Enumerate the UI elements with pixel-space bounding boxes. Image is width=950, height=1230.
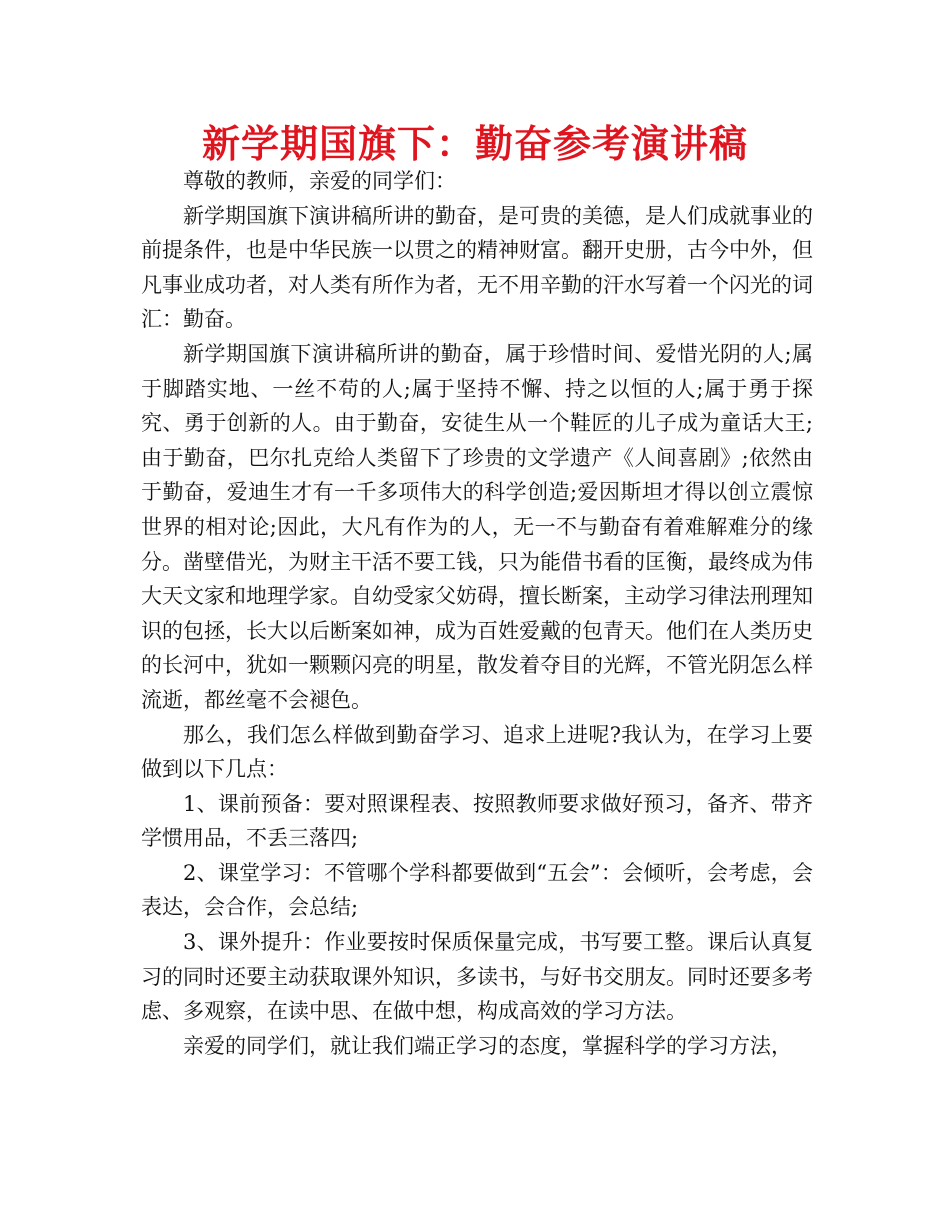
- body-paragraph: 那么，我们怎么样做到勤奋学习、追求上进呢?我认为，在学习上要做到以下几点：: [141, 722, 813, 782]
- document-body: [141, 164, 813, 1063]
- list-item-paragraph: 3、课外提升：作业要按时保质保量完成，书写要工整。课后认真复习的同时还要主动获取课外知识，多读书，与好书交朋友。同时还要多考虑、多观察，在读中思、在做中想，构成高效的学习方法。: [141, 930, 813, 1024]
- body-paragraph: 亲爱的同学们，就让我们端正学习的态度，掌握科学的学习方法，: [183, 1033, 792, 1058]
- body-paragraph: 新学期国旗下演讲稿所讲的勤奋，属于珍惜时间、爱惜光阴的人;属于脚踏实地、一丝不苟的人;属于坚持不懈、持之以恒的人;属于勇于探究、勇于创新的人。由于勤奋，安徒生从一个鞋匠的儿子成为童话大王;由于勤奋，巴尔扎克给人类留下了珍贵的文学遗产《人间喜剧》;依然由于勤奋，爱迪生才有一千多项伟大的科学创造;爱因斯坦才得以创立震惊世界的相对论;因此，大凡有作为的人，无一不与勤奋有着难解难分的缘分。凿壁借光，为财主干活不要工钱，只为能借书看的匡衡，最终成为伟大天文家和地理学家。自幼受家父妨碍，擅长断案，主动学习律法刑理知识的包拯，长大以后断案如神，成为百姓爱戴的包青天。他们在人类历史的长河中，犹如一颗颗闪亮的明星，散发着夺目的光辉，不管光阴怎么样流逝，都丝毫不会褪色。: [141, 341, 813, 712]
- list-item-paragraph: 1、课前预备：要对照课程表、按照教师要求做好预习，备齐、带齐学惯用品，不丢三落四;: [141, 791, 813, 851]
- salutation-paragraph: 尊敬的教师，亲爱的同学们：: [183, 169, 456, 193]
- list-item-paragraph: 2、课堂学习：不管哪个学科都要做到“五会”：会倾听，会考虑，会表达，会合作，会总结;: [141, 860, 813, 920]
- document-title: 新学期国旗下：勤奋参考演讲稿: [201, 122, 748, 166]
- body-paragraph: 新学期国旗下演讲稿所讲的勤奋，是可贵的美德，是人们成就事业的前提条件，也是中华民族一以贯之的精神财富。翻开史册，古今中外，但凡事业成功者，对人类有所作为者，无不用辛勤的汗水写着一个闪光的词汇：勤奋。: [141, 203, 813, 332]
